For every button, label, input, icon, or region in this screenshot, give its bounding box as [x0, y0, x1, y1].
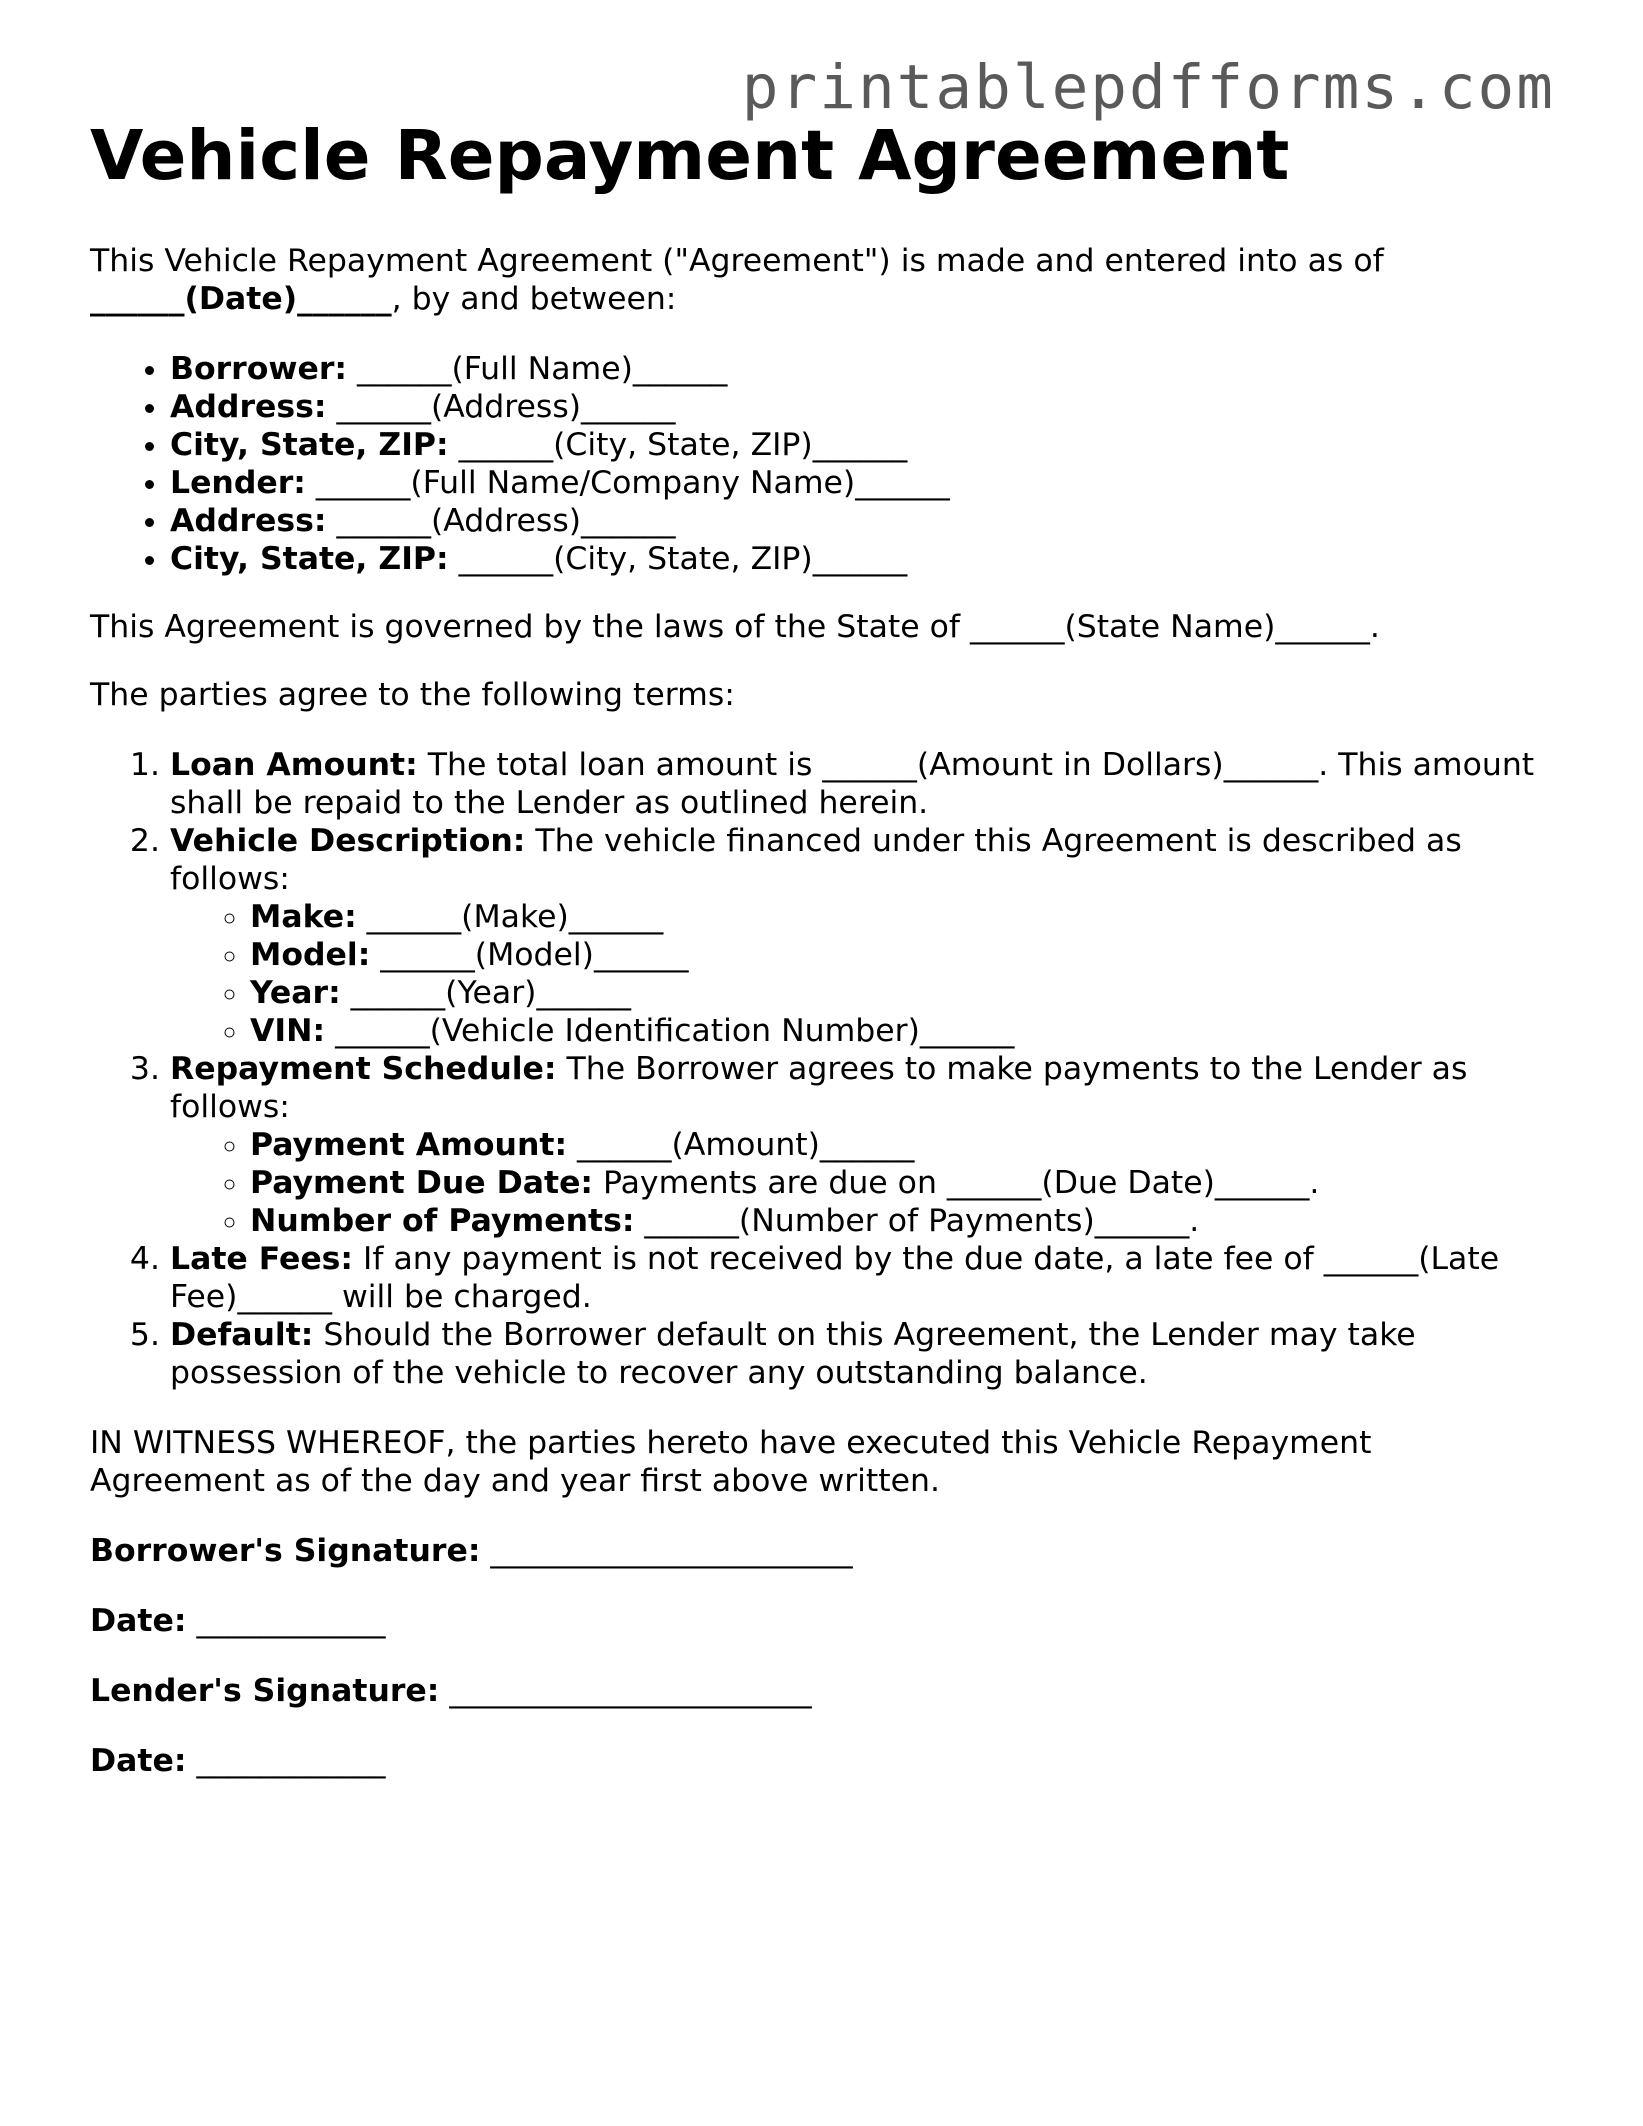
term-late-fees — [170, 1240, 1550, 1316]
detail-label: Payment Amount: — [250, 1127, 568, 1163]
term-label: Late Fees: — [170, 1241, 354, 1277]
party-label: Address: — [170, 503, 327, 539]
intro-tail: , by and between: — [391, 281, 677, 317]
witness-paragraph: IN WITNESS WHEREOF, the parties hereto have executed this Vehicle Repayment Agreement as of the day and year first above written. — [90, 1425, 1372, 1499]
term-text: The Borrower agrees to make payments to the Lender as follows: — [170, 1051, 1468, 1125]
borrower-signature-line — [90, 1532, 1550, 1570]
party-item — [170, 464, 1550, 502]
detail-label: Payment Due Date: — [250, 1165, 594, 1201]
party-label: City, State, ZIP: — [170, 541, 449, 577]
party-item — [170, 388, 1550, 426]
party-value: ______(City, State, ZIP)______ — [448, 427, 908, 463]
term-vehicle-description — [170, 822, 1550, 1050]
party-value: ______(Full Name)______ — [346, 351, 728, 387]
schedule-details-list — [170, 1126, 1550, 1240]
party-value: ______(Full Name/Company Name)______ — [305, 465, 950, 501]
party-value: ______(Address)______ — [326, 503, 676, 539]
party-item — [170, 426, 1550, 464]
term-text: The vehicle financed under this Agreement is described as follows: — [170, 823, 1462, 897]
document — [90, 114, 1550, 1780]
detail-value: ______(Make)______ — [356, 899, 664, 935]
party-label: City, State, ZIP: — [170, 427, 449, 463]
schedule-detail — [250, 1126, 1550, 1164]
borrower-date-line — [90, 1602, 1550, 1640]
lender-signature-line — [90, 1672, 1550, 1710]
term-label: Vehicle Description: — [170, 823, 526, 859]
detail-label: Make: — [250, 899, 357, 935]
intro-paragraph — [90, 242, 1550, 318]
lender-date-line — [90, 1742, 1550, 1780]
watermark: printablepdfforms.com — [741, 52, 1555, 123]
term-label: Loan Amount: — [170, 747, 418, 783]
date-blank: ____________ — [186, 1603, 386, 1639]
terms-intro: The parties agree to the following terms: — [90, 677, 735, 713]
party-label: Lender: — [170, 465, 306, 501]
detail-value: ______(Vehicle Identification Number)______ — [325, 1013, 1015, 1049]
vehicle-detail — [250, 898, 1550, 936]
governing-law: This Agreement is governed by the laws of the State of ______(State Name)______. — [90, 609, 1380, 645]
detail-value: ______(Model)______ — [370, 937, 689, 973]
detail-value: Payments are due on ______(Due Date)______. — [593, 1165, 1320, 1201]
party-label: Address: — [170, 389, 327, 425]
party-value: ______(City, State, ZIP)______ — [448, 541, 908, 577]
term-text: Should the Borrower default on this Agreement, the Lender may take possession of the vehicle to recover any outstanding balance. — [170, 1317, 1416, 1391]
signature-blank: _______________________ — [439, 1673, 812, 1709]
document-title: Vehicle Repayment Agreement — [90, 116, 1290, 196]
intro-text: This Vehicle Repayment Agreement ("Agreement") is made and entered into as of — [90, 243, 1384, 279]
signature-label: Lender's Signature: — [90, 1673, 440, 1709]
detail-value: ______(Amount)______ — [567, 1127, 915, 1163]
party-label: Borrower: — [170, 351, 347, 387]
date-blank: ____________ — [186, 1743, 386, 1779]
vehicle-details-list — [170, 898, 1550, 1050]
detail-value: ______(Year)______ — [340, 975, 631, 1011]
date-label: Date: — [90, 1603, 187, 1639]
detail-label: VIN: — [250, 1013, 326, 1049]
vehicle-detail — [250, 974, 1550, 1012]
detail-label: Year: — [250, 975, 341, 1011]
term-text: If any payment is not received by the due date, a late fee of ______(Late Fee)______ will be charged. — [170, 1241, 1500, 1315]
schedule-detail — [250, 1164, 1550, 1202]
party-item — [170, 540, 1550, 578]
party-item — [170, 350, 1550, 388]
parties-list — [90, 350, 1550, 578]
vehicle-detail — [250, 1012, 1550, 1050]
term-loan-amount — [170, 746, 1550, 822]
schedule-detail — [250, 1202, 1550, 1240]
party-item — [170, 502, 1550, 540]
signature-label: Borrower's Signature: — [90, 1533, 481, 1569]
term-repayment-schedule — [170, 1050, 1550, 1240]
signature-blank: _______________________ — [480, 1533, 853, 1569]
terms-list — [90, 746, 1550, 1392]
vehicle-detail — [250, 936, 1550, 974]
date-field: ______(Date)______ — [90, 281, 392, 317]
party-value: ______(Address)______ — [326, 389, 676, 425]
term-default — [170, 1316, 1550, 1392]
date-label: Date: — [90, 1743, 187, 1779]
term-label: Repayment Schedule: — [170, 1051, 557, 1087]
detail-label: Model: — [250, 937, 371, 973]
detail-label: Number of Payments: — [250, 1203, 635, 1239]
term-text: The total loan amount is ______(Amount in Dollars)______. This amount shall be repaid to the Lender as outlined herein. — [170, 747, 1535, 821]
term-label: Default: — [170, 1317, 314, 1353]
detail-value: ______(Number of Payments)______. — [634, 1203, 1200, 1239]
